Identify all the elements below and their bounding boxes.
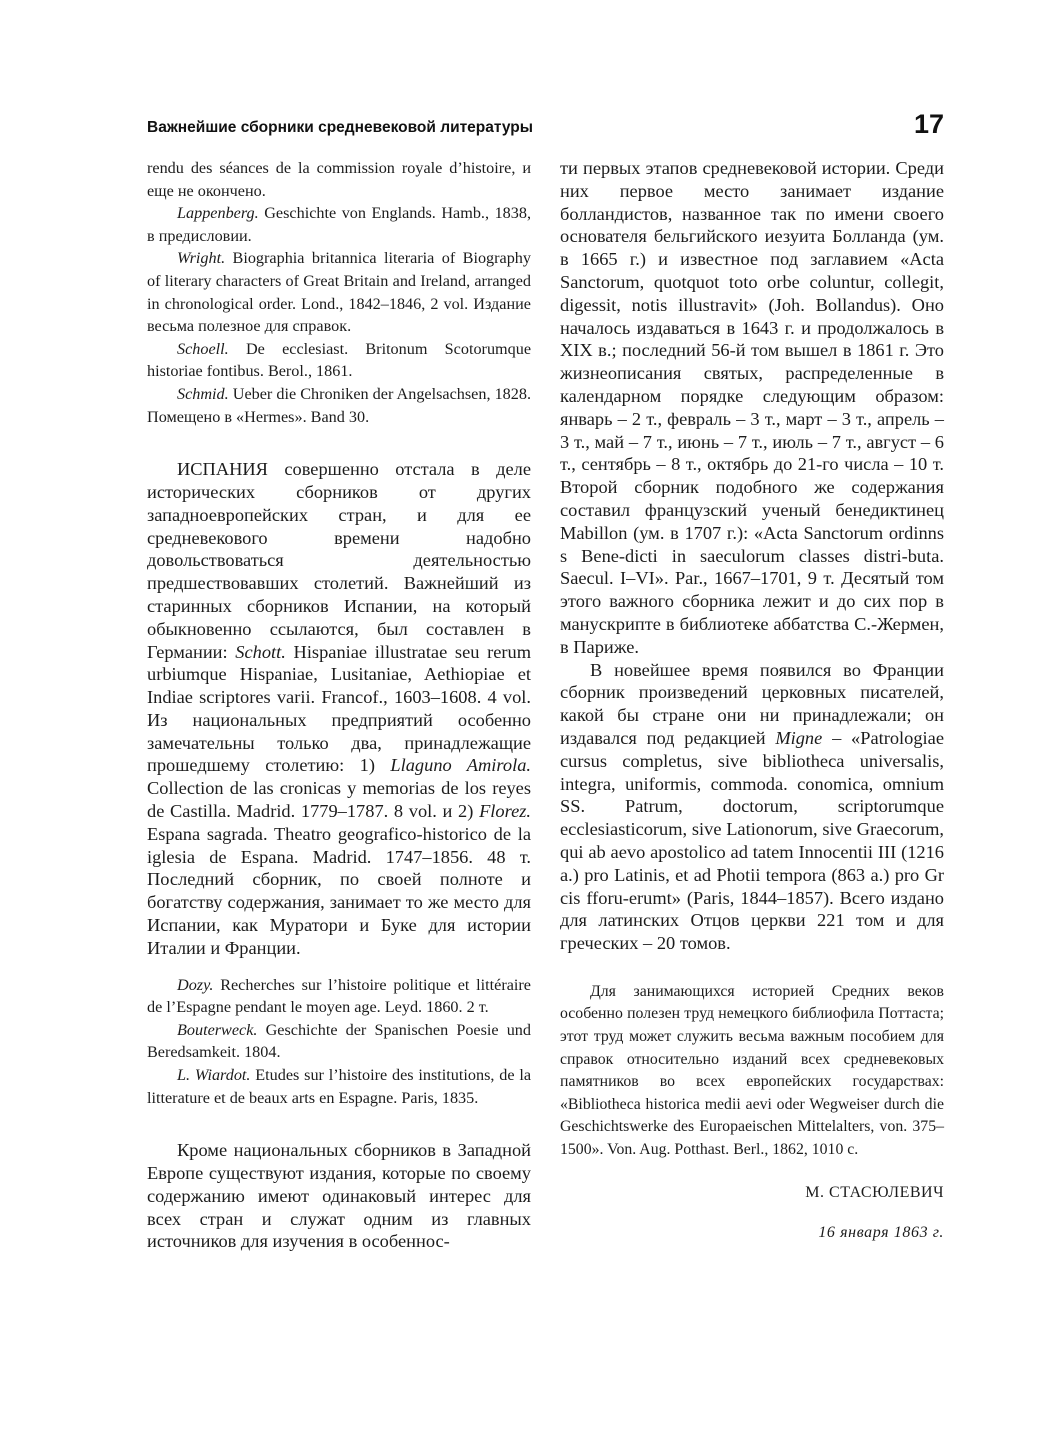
reference-author: Wright. <box>177 249 226 268</box>
migne-text-1: В новейшее время появился во Франции сборник произведений церковных писателей, какой бы стране они ни принадлежали; он издавался под редакцией <box>560 659 944 748</box>
section-spacer <box>560 1162 944 1184</box>
spain-author-llaguno: Llaguno Amirola. <box>390 755 531 776</box>
reference-dozy <box>147 974 531 1019</box>
national-collections-paragraph: Кроме национальных сборников в Западной Европе существуют издания, которые по своему содержанию имеют одинаковый интерес для всех стран и служат одним из главных источников для изучения в особеннос- <box>147 1140 531 1252</box>
reference-continuation: rendu des séances de la commission royale d’histoire, и еще не окончено. <box>147 159 531 200</box>
migne-text-2: – «Patrologiae cursus completus, sive bibliotheca universalis, integra, uniformis, commoda. conomica, omnium SS. Patrum, doctorum, scriptorumque ecclesiasticorum, sive Lationorum, sive Graecorum, qui ab aevo apostolico ad tatem Innocentii III (1216 a.) pro Latinis, et ad Photii tempora (863 a.) pro Gr cis fforu-erumt» (Paris, 1844–1857). Всего издано для латинских Отцов церкви 221 том и для греческих – 20 томов. <box>560 727 944 954</box>
spain-text-1: ИСПАНИЯ совершенно отстала в деле исторических сборников от других западноевропейских стран, и для ее средневекового времени надобно довольствоваться деятельностью предшествовавших столетий. Важнейший из старинных сборников Испании, на который обыкновенно ссылаются, был составлен в Германии: <box>147 459 531 662</box>
potthast-note: Для занимающихся историей Средних веков особенно полезен труд немецкого библиофила Поттаста; этот труд может служить весьма важным пособием для справок относительно изданий всех средневековых памятников во всех европейских государствах: «Bibliotheca historica medii aevi oder Wegweiser durch die Geschichtswerke des Europaeischen Mittelalters, von. 375–1500». Von. Aug. Potthast. Berl., 1862, 1010 с. <box>560 982 944 1159</box>
spain-text-4: Espana sagrada. Theatro geografico-historico de la iglesia de Espana. Madrid. 1747–1856. 48 т. Последний сборник, по своей полноте и богатству содержания, занимает то же место для Испании, как Муратори и Буке для истории Италии и Франции. <box>147 823 531 958</box>
migne-author: Migne <box>775 727 823 748</box>
reference-text: Geschichte von Englands. Hamb., 1838, в предисловии. <box>147 204 531 245</box>
spain-text-3: Collection de las cronicas y memorias de los reyes de Castilla. Madrid. 1779–1787. 8 vol. и 2) <box>147 778 531 822</box>
section-spacer <box>560 1202 944 1224</box>
reference-text: Biographia britannica literaria of Biography of literary characters of Great Britain and Ireland, arranged in chronological order. Lond., 1842–1846, 2 vol. Издание весьма полезное для справок. <box>147 249 531 336</box>
reference-text: Recherches sur l’histoire politique et littéraire de l’Espagne pendant le moyen age. Leyd. 1860. 2 т. <box>147 975 531 1017</box>
reference-bouterweck <box>147 1019 531 1064</box>
reference-author: L. Wiardot. <box>177 1066 251 1085</box>
spain-text-2: Hispaniae illustratae seu rerum urbiumque Hispaniae, Lusitaniae, Aethiopiae et Indiae scriptores varii. Francof., 1603–1608. 4 vol. Из национальных предприятий особенно замечательны только два, принадлежащие прошедшему столетию: 1) <box>147 641 532 776</box>
section-spacer <box>147 1109 531 1139</box>
running-header <box>147 109 944 143</box>
reference-author: Bouterweck. <box>177 1020 258 1039</box>
running-header-title: Важнейшие сборники средневековой литературы <box>147 119 533 136</box>
reference-text: Ueber die Chroniken der Angelsachsen, 1828. Помещено в «Hermes». Band 30. <box>147 384 531 426</box>
reference-author: Lappenberg. <box>177 204 259 223</box>
spain-author-schott: Schott. <box>235 641 286 662</box>
reference-text: Etudes sur l’histoire des institutions, de la litterature et de beaux arts en Espagne. Paris, 1835. <box>147 1066 531 1107</box>
signature-date: 16 января 1863 г. <box>818 1223 944 1241</box>
reference-text: De ecclesiast. Britonum Scotorumque historiae fontibus. Berol., 1861. <box>147 339 531 381</box>
bollandists-paragraph: ти первых этапов средневековой истории. Среди них первое место занимает издание болландистов, названное так по имени своего основателя бельгийского иезуита Болланда (ум. в 1665 г.) и известное под заглавием «Acta Sanctorum, quotquot toto orbe coluntur, collegit, digessit, notis illustravit» (Joh. Bollandus). Оно началось издаваться в 1643 г. и продолжалось в XIX в.; последний 56-й том вышел в 1861 г. Это жизнеописания святых, распределенные в календарном порядке следующим образом: январь – 2 т., февраль – 3 т., март – 3 т., апрель – 3 т., май – 7 т., июнь – 7 т., июль – 7 т., август – 6 т., сентябрь – 8 т., октябрь до 21-го числа – 10 т. Второй сборник подобного же содержания составил французский ученый бенедиктинец Mabillon (ум. в 1707 г.): «Acta Sanctorum ordinns s Bene-dicti in saeculorum classes distri-buta. Saecul. I–VI». Par., 1667–1701, 9 т. Десятый том этого важного сборника лежит и до сих пор в манускрипте в библиотеке аббатства С.-Жермен, в Париже. <box>560 158 944 657</box>
reference-author: Schmid. <box>177 384 229 403</box>
spain-author-florez: Florez. <box>479 801 531 822</box>
reference-lappenberg <box>147 202 531 247</box>
page-number: 17 <box>913 109 944 139</box>
reference-text: Geschichte der Spanischen Poesie und Beredsamkeit. 1804. <box>147 1020 531 1062</box>
migne-paragraph <box>560 659 944 955</box>
reference-author: Dozy. <box>177 975 214 994</box>
right-column <box>560 157 944 1242</box>
spain-paragraph <box>147 458 531 960</box>
reference-author: Schoell. <box>177 339 229 358</box>
reference-schoell <box>147 338 531 383</box>
author-signature: М. СТАСЮЛЕВИЧ <box>805 1183 944 1201</box>
reference-wiardot <box>147 1064 531 1109</box>
section-spacer <box>147 428 531 458</box>
reference-wright <box>147 247 531 337</box>
reference-schmid <box>147 383 531 428</box>
section-spacer <box>560 955 944 981</box>
section-spacer <box>147 960 531 974</box>
left-column <box>147 157 531 1253</box>
